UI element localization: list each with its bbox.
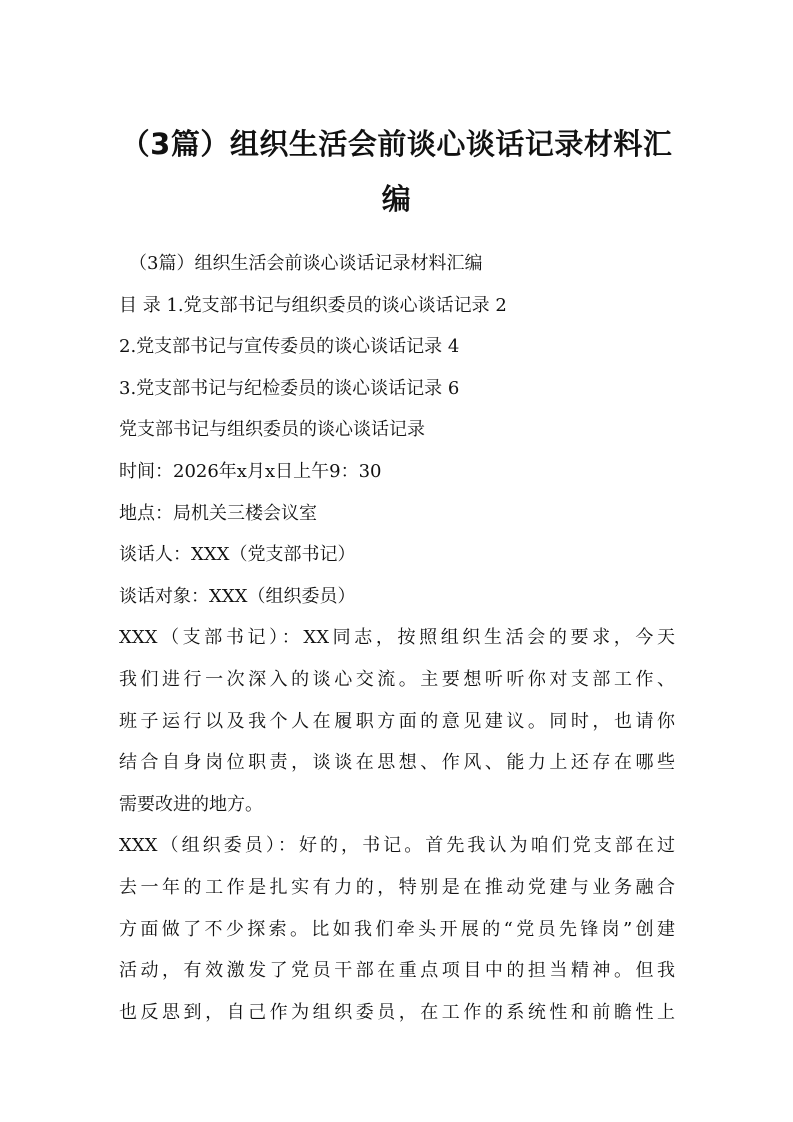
paragraph-1-line: 结合自身岗位职责，谈谈在思想、作风、能力上还存在哪些 [119,752,675,774]
paragraph-2-line: XXX（组织委员）：好的，书记。首先我认为咱们党支部在过 [119,835,675,857]
toc-item-1: 目 录 1.党支部书记与组织委员的谈心谈话记录 2 [119,294,507,316]
paragraph-2-line: 活动，有效激发了党员干部在重点项目中的担当精神。但我 [119,960,675,982]
subtitle: （3篇）组织生活会前谈心谈话记录材料汇编 [129,253,483,274]
paragraph-1-line: 班子运行以及我个人在履职方面的意见建议。同时，也请你 [119,710,675,732]
paragraph-2-line: 也反思到，自己作为组织委员，在工作的系统性和前瞻性上 [119,1001,675,1023]
toc-item-3: 3.党支部书记与纪检委员的谈心谈话记录 6 [119,377,460,399]
section-heading: 党支部书记与组织委员的谈心谈话记录 [119,419,425,441]
meeting-speaker: 谈话人：XXX（党支部书记） [119,544,356,566]
meeting-target: 谈话对象：XXX（组织委员） [119,585,356,607]
document-title-line-1: （3篇）组织生活会前谈心谈话记录材料汇 [120,127,673,161]
document-title-line-2: 编 [381,182,412,216]
paragraph-2-line: 去一年的工作是扎实有力的，特别是在推动党建与业务融合 [119,876,675,898]
meeting-place: 地点：局机关三楼会议室 [119,502,317,524]
paragraph-1-line: 我们进行一次深入的谈心交流。主要想听听你对支部工作、 [119,668,675,690]
paragraph-2 [119,825,675,1033]
paragraph-1 [119,617,675,825]
paragraph-1-line: XXX（支部书记）：XX同志，按照组织生活会的要求，今天 [119,627,675,649]
meeting-time: 时间：2026年x月x日上午9：30 [119,460,382,482]
document-title [100,117,693,227]
paragraph-1-line: 需要改进的地方。 [119,793,263,815]
document-body [119,243,675,1033]
paragraph-2-line: 方面做了不少探索。比如我们牵头开展的“党员先锋岗”创建 [119,918,675,940]
toc-item-2: 2.党支部书记与宣传委员的谈心谈话记录 4 [119,336,460,358]
